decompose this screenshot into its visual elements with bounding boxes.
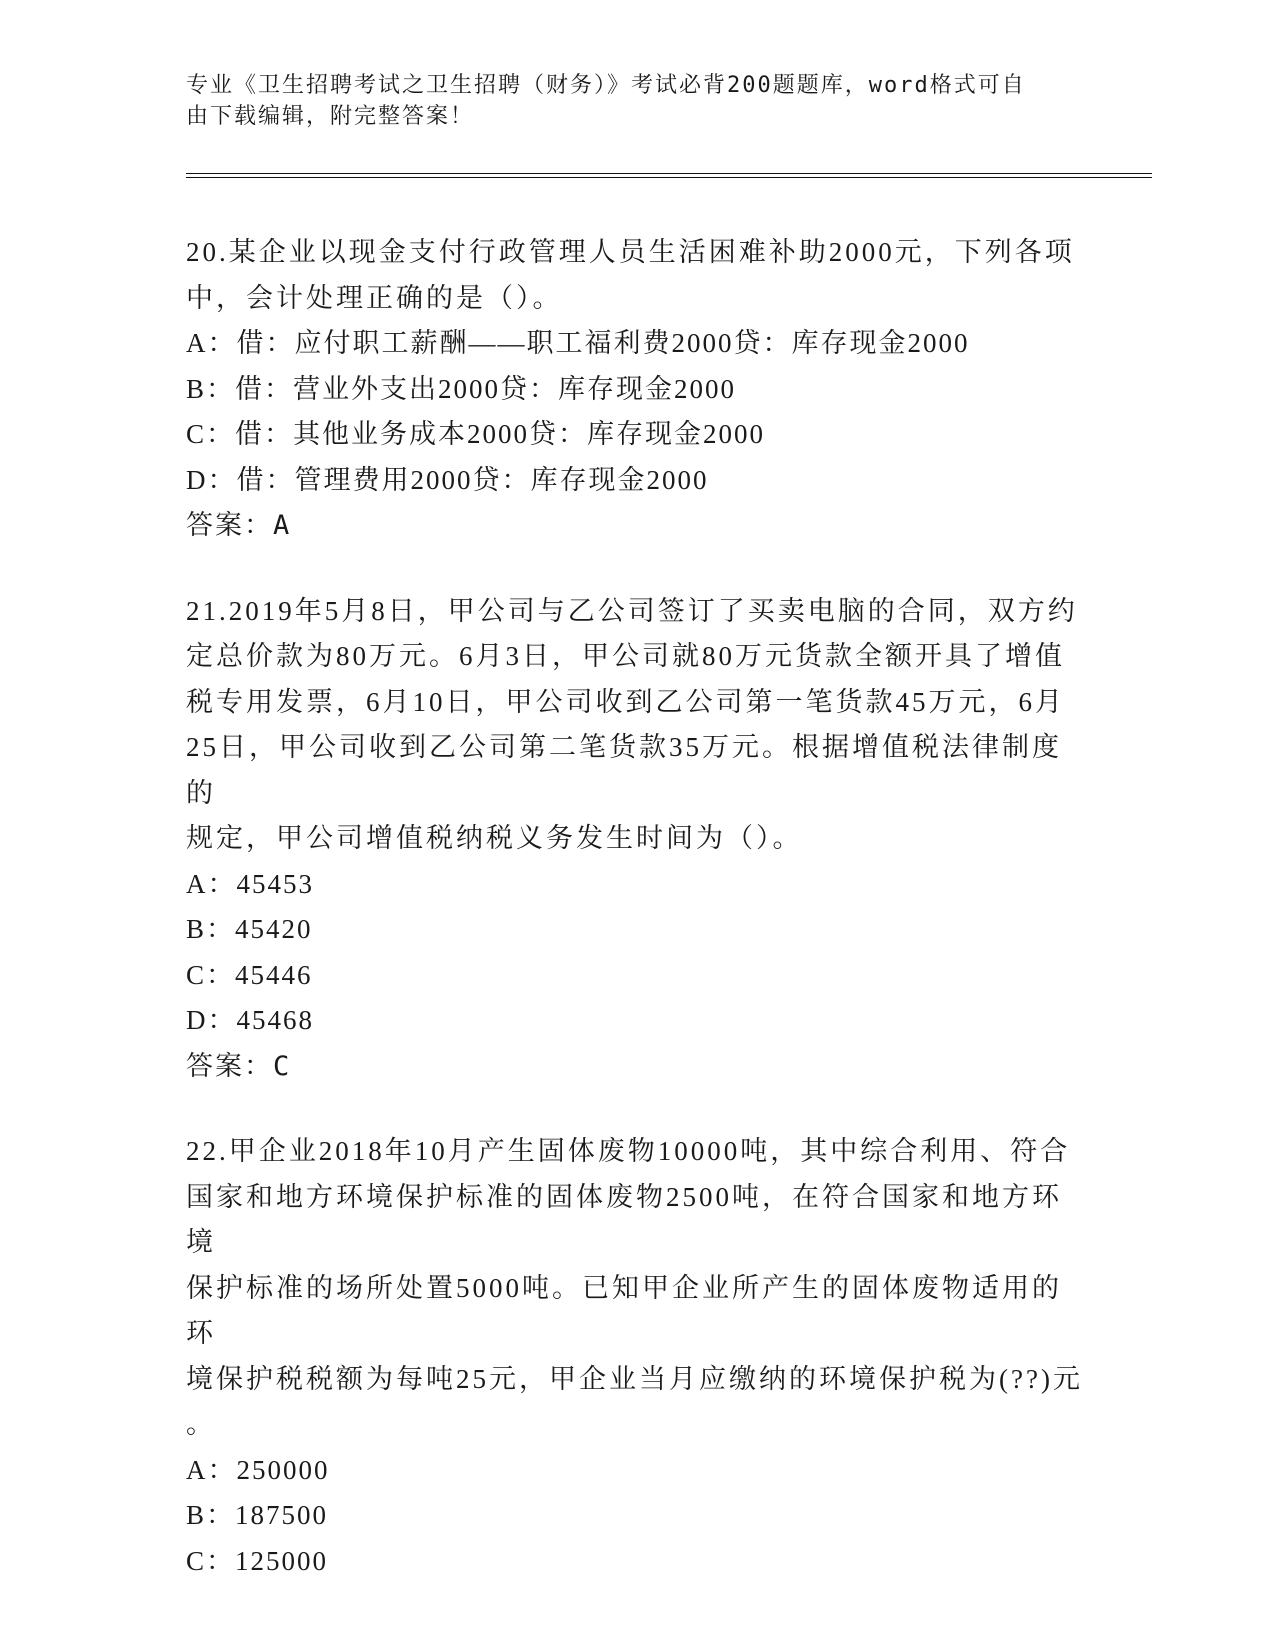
header-line-2: 由下载编辑，附完整答案！ (186, 104, 475, 129)
question-stem-line: 22.甲企业2018年10月产生固体废物10000吨，其中综合利用、符合 (186, 1136, 1071, 1166)
question-stem-line: 规定，甲公司增值税纳税义务发生时间为（）。 (186, 823, 803, 853)
option-b: B：45420 (186, 914, 313, 944)
header-line-1: 专业《卫生招聘考试之卫生招聘（财务）》考试必背200题题库，word格式可自 (186, 73, 1026, 98)
question-stem-line: 21.2019年5月8日，甲公司与乙公司签订了买卖电脑的合同，双方约 (186, 595, 1078, 626)
question-stem-line: 境保护税税额为每吨25元，甲企业当月应缴纳的环境保护税为(??)元 (186, 1363, 1083, 1394)
option-b: B：187500 (186, 1500, 329, 1530)
question-stem-line: 保护标准的场所处置5000吨。已知甲企业所产生的固体废物适用的环 (186, 1272, 1062, 1348)
option-a: A：45453 (186, 868, 314, 899)
header-divider-bottom (186, 177, 1152, 178)
question-22 (186, 1129, 1086, 1584)
option-d: D：借：管理费用2000贷：库存现金2000 (186, 464, 709, 495)
question-20 (186, 230, 1086, 549)
question-21 (186, 589, 1086, 1090)
header-divider-top (186, 173, 1152, 174)
option-b: B：借：营业外支出2000贷：库存现金2000 (186, 373, 737, 404)
document-header (186, 70, 1066, 132)
question-stem-line: 25日，甲公司收到乙公司第二笔货款35万元。根据增值税法律制度的 (186, 732, 1062, 808)
answer-line: 答案：C (186, 1050, 292, 1082)
answer-line: 答案：A (186, 510, 292, 541)
option-c: C：125000 (186, 1545, 329, 1576)
question-stem-line: 税专用发票，6月10日，甲公司收到乙公司第一笔货款45万元，6月 (186, 686, 1065, 717)
option-c: C：45446 (186, 959, 313, 990)
option-a: A：借：应付职工薪酬——职工福利费2000贷：库存现金2000 (186, 328, 970, 358)
question-stem-line: 中，会计处理正确的是（）。 (186, 282, 563, 313)
option-d: D：45468 (186, 1005, 314, 1035)
question-stem-line: 定总价款为80万元。6月3日，甲公司就80万元货款全额开具了增值 (186, 641, 1065, 671)
option-a: A：250000 (186, 1454, 330, 1485)
question-stem-line: 。 (186, 1409, 216, 1439)
question-list (186, 230, 1086, 1624)
option-c: C：借：其他业务成本2000贷：库存现金2000 (186, 419, 766, 449)
question-stem-line: 国家和地方环境保护标准的固体废物2500吨，在符合国家和地方环境 (186, 1181, 1062, 1257)
question-stem-line: 20.某企业以现金支付行政管理人员生活困难补助2000元，下列各项 (186, 237, 1075, 267)
